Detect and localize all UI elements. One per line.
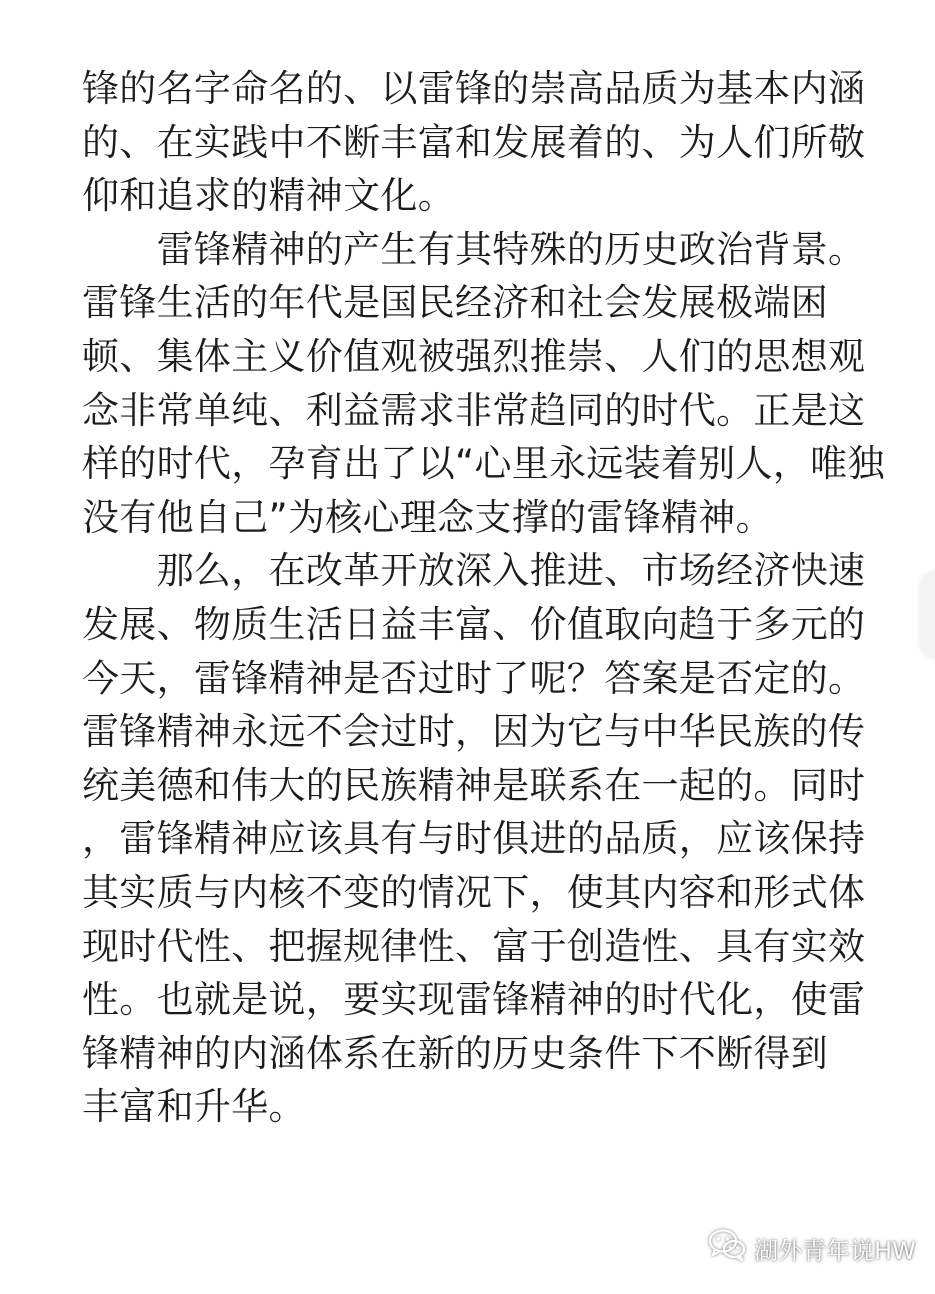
wechat-icon	[708, 1228, 746, 1268]
text-line: 今天，雷锋精神是否过时了呢？答案是否定的。	[82, 656, 866, 700]
text-line: 性。也就是说，要实现雷锋精神的时代化，使雷	[82, 978, 866, 1022]
text-line: 念非常单纯、利益需求非常趋同的时代。正是这	[82, 388, 866, 432]
text-line: 雷锋生活的年代是国民经济和社会发展极端困	[82, 281, 828, 325]
watermark	[708, 1228, 916, 1268]
watermark-text: 湖外青年说HW	[754, 1236, 916, 1265]
text-line: 没有他自己”为核心理念支撑的雷锋精神。	[82, 495, 773, 539]
text-line: 雷锋精神永远不会过时，因为它与中华民族的传	[82, 710, 866, 754]
text-line: 的、在实践中不断丰富和发展着的、为人们所敬	[82, 120, 866, 164]
text-line: ，雷锋精神应该具有与时俱进的品质，应该保持	[82, 817, 866, 861]
text-line: 顿、集体主义价值观被强烈推崇、人们的思想观	[82, 334, 866, 378]
text-line: 丰富和升华。	[82, 1085, 306, 1129]
edge-scroll-handle[interactable]	[921, 572, 935, 658]
text-line: 其实质与内核不变的情况下，使其内容和形式体	[82, 870, 866, 914]
text-line: 现时代性、把握规律性、富于创造性、具有实效	[82, 924, 866, 968]
text-line: 锋精神的内涵体系在新的历史条件下不断得到	[82, 1031, 828, 1075]
text-line: 统美德和伟大的民族精神是联系在一起的。同时	[82, 763, 866, 807]
text-line: 那么，在改革开放深入推进、市场经济快速	[82, 549, 866, 593]
text-line: 样的时代，孕育出了以“心里永远装着别人，唯独	[82, 442, 885, 486]
text-line: 仰和追求的精神文化。	[82, 174, 455, 218]
text-line: 雷锋精神的产生有其特殊的历史政治背景。	[82, 227, 866, 271]
article-body	[82, 62, 885, 1134]
text-line: 锋的名字命名的、以雷锋的崇高品质为基本内涵	[82, 67, 866, 110]
text-line: 发展、物质生活日益丰富、价值取向趋于多元的	[82, 602, 866, 646]
